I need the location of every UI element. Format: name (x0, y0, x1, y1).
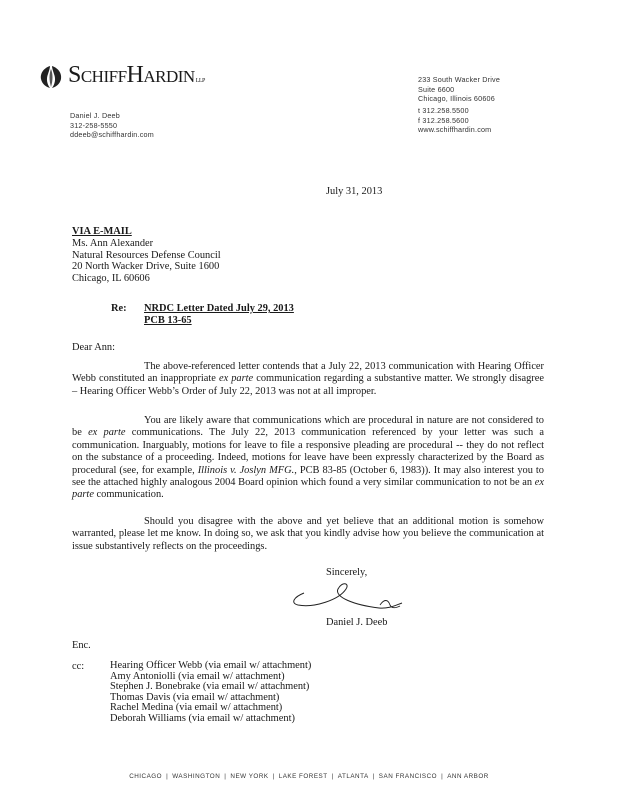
firm-name-text: SchiffHardin (68, 62, 195, 88)
re-subject (144, 303, 294, 326)
firm-address-line2: Suite 6600 (418, 84, 455, 94)
author-contact-block (70, 111, 154, 140)
firm-address-line1: 233 South Wacker Drive (418, 75, 501, 84)
firm-phone: t 312.258.5500 (418, 106, 469, 115)
enclosure-note: Enc. (72, 640, 91, 651)
footer-separator: | (441, 773, 444, 780)
re-label: Re: (111, 303, 127, 314)
footer-separator: | (331, 773, 334, 780)
firm-logo-icon (36, 64, 66, 90)
delivery-method: VIA E-MAIL (72, 226, 132, 237)
footer-separator: | (272, 773, 275, 780)
cc-recipient: Deborah Williams (via email w/ attachment) (110, 712, 295, 724)
p3-text: Should you disagree with the above and yet believe that an additional motion is somehow warranted, please let me know. In doing so, we ask that you kindly advise how you believe the communication at issue substantively reflects on the proceedings. (72, 516, 544, 552)
p2-emphasis-3: ex parte (72, 477, 544, 501)
letter-date: July 31, 2013 (326, 186, 383, 197)
firm-name (68, 62, 205, 89)
body-paragraph-1 (72, 361, 544, 398)
p2-text-c: , PCB 83-85 (October 6, 1983)). It may also interest you to see the attached highly analogous 2004 Board opinion which found a very similar communication to not be an (72, 464, 544, 489)
footer-office-cities (0, 773, 618, 780)
footer-city: SAN FRANCISCO (378, 773, 438, 780)
p1-emphasis: ex parte (218, 373, 254, 385)
firm-website: www.schiffhardin.com (418, 125, 492, 135)
cc-recipient: Rachel Medina (via email w/ attachment) (110, 702, 283, 713)
inside-address (72, 226, 221, 285)
p1-text-b: communication regarding a substantive matter. We strongly disagree – Hearing Officer Webb’s Order of July 22, 2013 was not at all improper. (72, 373, 544, 397)
firm-contact-block (418, 106, 491, 135)
firm-fax: f 312.258.5600 (418, 115, 469, 125)
footer-separator: | (166, 773, 169, 780)
recipient-city: Chicago, IL 60606 (72, 273, 150, 285)
footer-city: WASHINGTON (172, 773, 221, 780)
p2-text-b: communications. The July 22, 2013 communication referenced by your letter was such a communication. Inarguably, motions for leave to file a responsive pleading are procedural -- they do not reflect on the substance of a proceeding. Indeed, motions for leave have been expressly characterized by the Board as procedural (see, for example, (72, 427, 545, 476)
recipient-street: 20 North Wacker Drive, Suite 1600 (72, 261, 220, 273)
body-paragraph-3 (72, 516, 544, 553)
firm-suffix: LLP (195, 78, 205, 84)
firm-address-block (418, 75, 500, 104)
handwritten-signature-icon (284, 575, 414, 615)
footer-separator: | (372, 773, 375, 780)
cc-recipient: Hearing Officer Webb (via email w/ attachment) (110, 660, 312, 671)
cc-label: cc: (72, 661, 85, 672)
footer-city: LAKE FOREST (278, 773, 328, 780)
closing: Sincerely, (326, 567, 368, 578)
p2-text-a: You are likely aware that communications which are procedural in nature are not considered to be (72, 415, 544, 439)
footer-city: ATLANTA (337, 773, 369, 780)
footer-separator: | (224, 773, 227, 780)
cc-recipient: Amy Antoniolli (via email w/ attachment) (110, 670, 285, 682)
cc-list (110, 661, 311, 724)
re-line-1: NRDC Letter Dated July 29, 2013 (144, 303, 294, 314)
author-phone: 312-258-5550 (70, 120, 118, 130)
re-line-2: PCB 13-65 (144, 314, 192, 326)
cc-recipient: Stephen J. Bonebrake (via email w/ attachment) (110, 681, 310, 692)
author-name: Daniel J. Deeb (70, 111, 120, 120)
p2-emphasis-1: ex parte (88, 427, 126, 439)
footer-city: ANN ARBOR (447, 773, 489, 780)
recipient-name: Ms. Ann Alexander (72, 237, 154, 249)
salutation: Dear Ann: (72, 342, 115, 353)
firm-address-line3: Chicago, Illinois 60606 (418, 94, 495, 104)
p2-text-d: communication. (93, 489, 164, 501)
p1-text-a: The above-referenced letter contends that a July 22, 2013 communication with Hearing Officer Webb constituted an inappropriate (72, 361, 544, 385)
signer-name: Daniel J. Deeb (326, 617, 388, 628)
p2-case-citation: Illinois v. Joslyn MFG. (197, 464, 295, 476)
author-email: ddeeb@schiffhardin.com (70, 130, 154, 140)
footer-city: NEW YORK (230, 773, 269, 780)
body-paragraph-2 (72, 415, 544, 502)
footer-city: CHICAGO (129, 773, 163, 780)
cc-recipient: Thomas Davis (via email w/ attachment) (110, 691, 280, 703)
recipient-organization: Natural Resources Defense Council (72, 249, 221, 261)
